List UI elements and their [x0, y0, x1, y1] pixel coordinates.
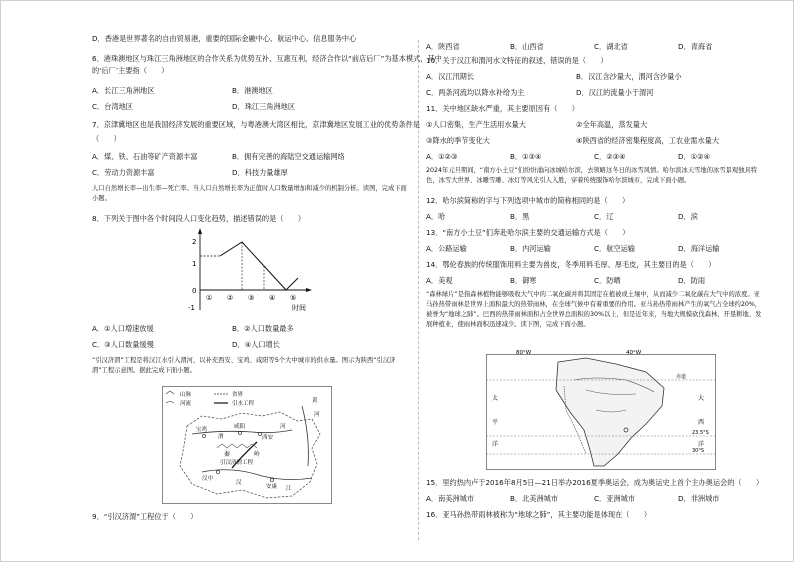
q9-option-b[interactable]: B．山西省 — [510, 42, 544, 51]
intro-harbin: 2024年元旦期间，“南方小土豆”们纷纷涌向冰城哈尔滨，去领略这冬日的冰雪风情。哈尔滨冰天雪地的冰雪景观独具特色，冰雪大世界、冰雕雪雕、冰灯等风光引人入胜，穿着传统服饰哈尔滨城市，完成下面小题。 — [426, 167, 758, 184]
q15-option-c[interactable]: C．亚洲城市 — [594, 494, 635, 503]
question-12: 12．哈尔滨简称的字与下列选项中城市的简称相同的是（ ） — [426, 196, 630, 205]
label-40w: 40°W — [626, 350, 642, 356]
y-label-neg1: -1 — [188, 304, 195, 312]
legend-canal-label: 引水工程 — [232, 401, 255, 407]
q8-option-d[interactable]: D．④人口增长 — [232, 340, 280, 349]
q11-option-a[interactable]: A．①②③ — [426, 152, 458, 161]
segment-5: ⑤ — [290, 294, 297, 302]
q13-option-b[interactable]: B．内河运输 — [510, 244, 551, 253]
label-equator: 赤道 — [676, 374, 687, 380]
q11-item-1: ①人口密集，生产生活用水量大 — [426, 120, 526, 129]
q7-option-d[interactable]: D．科技力量雄厚 — [232, 168, 288, 177]
q10-option-d[interactable]: D．汉江的流量小于渭河 — [576, 88, 654, 97]
place-he2: 河 — [314, 412, 320, 418]
q12-option-a[interactable]: A．哈 — [426, 212, 446, 221]
q6-option-a[interactable]: A．长江三角洲地区 — [92, 86, 155, 95]
intro-canal — [92, 356, 410, 376]
place-xian: 西安 — [262, 435, 274, 441]
q6-option-b[interactable]: B．港澳地区 — [232, 86, 273, 95]
q14-option-a[interactable]: A．美观 — [426, 276, 453, 285]
question-10: 10．关于汉江和渭河水文特征的叙述，错误的是（ ） — [426, 56, 608, 65]
q9-option-d[interactable]: D．青海省 — [678, 42, 713, 51]
intro-canal-line2: ”工程示意图。据此完成下面小题。 — [98, 367, 197, 374]
q6-option-d[interactable]: D．珠江三角洲地区 — [232, 102, 296, 111]
x-axis-label: 时间 — [292, 304, 306, 312]
q11-option-d[interactable]: D．①②④ — [678, 152, 711, 161]
y-label-1: 1 — [192, 260, 197, 268]
segment-3: ③ — [248, 294, 255, 302]
y-label-2: 2 — [192, 238, 197, 246]
question-16: 16．亚马孙热带雨林被称为“地球之肺”，其主要功能是体现在（ ） — [426, 510, 652, 519]
q12-option-c[interactable]: C．辽 — [594, 212, 614, 221]
question-8: 8．下列关于图中各个时间段人口变化趋势，描述错误的是（ ） — [92, 214, 306, 223]
place-xianyang: 咸阳 — [234, 424, 246, 430]
q10-option-a[interactable]: A．汉江汛期长 — [426, 72, 475, 81]
label-30s: 30°S — [692, 448, 705, 454]
question-15: 15．里约热内卢于2016年8月5日—21日举办2016夏季奥运会，成为奥运史上首个主办奥运会的（ ） — [426, 478, 764, 487]
q11-item-2: ②全年高温，蒸发量大 — [576, 120, 648, 129]
q10-option-c[interactable]: C．两条河流均以降水补给为主 — [426, 88, 525, 97]
question-11: 11．关中地区缺水严重，其主要原因有（ ） — [426, 104, 579, 113]
label-xi: 西 — [698, 419, 705, 426]
q7-option-c[interactable]: C．劳动力资源丰富 — [92, 168, 155, 177]
label-da: 大 — [698, 395, 705, 402]
place-huang: 黄 — [312, 398, 318, 404]
place-wei: 渭 — [218, 434, 224, 440]
q8-option-c[interactable]: C．③人口数量缓慢 — [92, 340, 154, 349]
q14-option-c[interactable]: C．防晒 — [594, 276, 621, 285]
label-yang2: 洋 — [698, 441, 705, 448]
legend-river-label: 河流 — [180, 401, 192, 407]
q11-option-c[interactable]: C．②③④ — [594, 152, 626, 161]
intro-canal-line1: “引汉济渭”工程是将汉江水引入渭河，以补充西安、宝鸡、咸阳等5个大中城市的供水量。图示为陕西“引汉济渭 — [92, 357, 396, 374]
q15-option-a[interactable]: A．南美洲城市 — [426, 494, 475, 503]
place-hanzhong: 汉中 — [202, 476, 214, 482]
q15-option-d[interactable]: D．非洲城市 — [678, 494, 720, 503]
place-canal: 引汉济渭工程 — [220, 460, 254, 466]
place-jiang: 江 — [286, 486, 292, 492]
q9-option-c[interactable]: C．湖北省 — [594, 42, 628, 51]
q10-option-b[interactable]: B．汉江含沙量大，渭河含沙量小 — [576, 72, 682, 81]
place-he: 河 — [280, 424, 286, 430]
question-14: 14．鄂伦春族的传统服饰用料主要为兽皮，冬季用料毛厚、厚毛皮，其主要目的是（ ） — [426, 260, 716, 269]
label-ping: 平 — [492, 419, 499, 426]
q13-option-d[interactable]: D．海洋运输 — [678, 244, 720, 253]
segment-1: ① — [206, 294, 213, 302]
q14-option-b[interactable]: B．御寒 — [510, 276, 537, 285]
place-ling: 岭 — [254, 451, 261, 458]
intro-amazon: “森林绿片”是指森林植物能够吸收大气中的二氧化碳并将其固定在植被或土壤中，从而减少二氧化碳在大气中的浓度。亚马孙热带雨林是世界上面积最大的热带雨林，在全球气候中有着重要的作用。亚马孙热带雨林产生的氧气占全球约20%，被誉为“地球之肺”。巴西的热带雨林面积占全世界总面积的30%以上，但是近年来，当地大规模砍伐森林、开垦耕地、发展种植业，使雨林面积迅速减少。读下图，完成下面小题。 — [426, 291, 762, 328]
south-america-map — [486, 350, 716, 470]
question-13: 13．“南方小土豆”们奔赴哈尔滨主要的交通运输方式是（ ） — [426, 228, 630, 237]
q11-option-b[interactable]: B．①③④ — [510, 152, 542, 161]
place-qin: 秦 — [224, 451, 231, 458]
place-han: 汉 — [236, 480, 242, 486]
label-yang: 洋 — [492, 441, 499, 448]
place-baoji: 宝鸡 — [196, 427, 208, 433]
q14-option-d[interactable]: D．防雨 — [678, 276, 706, 285]
segment-4: ④ — [269, 294, 276, 302]
question-6-cont: 的‘后厂’主要指（ ） — [92, 66, 169, 75]
legend-border-label: 省界 — [232, 392, 244, 398]
question-9: 9．“引汉济渭”工程位于（ ） — [92, 512, 198, 521]
q7-option-b[interactable]: B．拥有完善的海陆空交通运输网络 — [232, 152, 345, 161]
q6-option-c[interactable]: C．台湾地区 — [92, 102, 133, 111]
place-ankang: 安康 — [266, 484, 278, 490]
q15-option-b[interactable]: B．北美洲城市 — [510, 494, 559, 503]
yinhan-jiwei-map — [162, 386, 332, 504]
q8-option-b[interactable]: B．②人口数量最多 — [232, 324, 294, 333]
q11-item-4: ④陕西省的经济密集程度高，工农业需水量大 — [576, 136, 720, 145]
q11-item-3: ③降水的季节变化大 — [426, 136, 490, 145]
q13-option-c[interactable]: C．航空运输 — [594, 244, 635, 253]
y-label-0: 0 — [192, 287, 197, 295]
q7-option-a[interactable]: A．煤、铁、石油等矿产资源丰富 — [92, 152, 198, 161]
segment-2: ② — [227, 294, 234, 302]
q8-option-a[interactable]: A．①人口増速放缓 — [92, 324, 154, 333]
column-separator — [418, 40, 419, 540]
population-trend-graph — [180, 226, 320, 314]
q5-option-d[interactable]: D．香港是世界著名的自由贸易港，重要的国际金融中心、航运中心、信息服务中心 — [92, 34, 357, 43]
question-7: 7．京津冀地区也是我国经济发展的重要区域，与粤港澳大湾区相比，京津冀地区发展工业的优势条件是 — [92, 120, 421, 129]
label-23-5s: 23.5°S — [692, 430, 709, 436]
label-tai: 太 — [492, 395, 499, 402]
label-80w: 80°W — [516, 350, 532, 356]
question-7-cont: （ ） — [92, 134, 121, 143]
legend-mountain-label: 山脉 — [180, 392, 192, 398]
q12-option-b[interactable]: B．黑 — [510, 212, 530, 221]
q13-option-a[interactable]: A．公路运输 — [426, 244, 467, 253]
intro-population: 人口自然增长率—出生率—死亡率。当人口自然增长率为正值时人口数量增加和减少的机制分析。读图，完成下面小题。 — [92, 185, 407, 202]
q9-option-a[interactable]: A．陕西省 — [426, 42, 460, 51]
question-6: 6．港珠澳地区与珠江三角洲地区的合作关系为优势互补、互惠互利，经济合作以“前店后厂”为基本模式，其中 — [92, 54, 442, 63]
q12-option-d[interactable]: D．滨 — [678, 212, 698, 221]
